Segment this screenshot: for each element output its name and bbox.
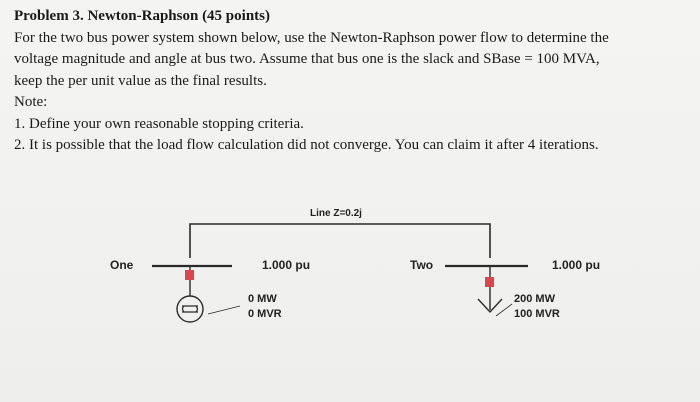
bus-two-name: Two [410, 258, 434, 272]
bus-two-p: 200 MW [514, 293, 555, 305]
note-item-1: 1. Define your own reasonable stopping criteria. [14, 115, 304, 132]
bus-one-q: 0 MVR [248, 308, 282, 320]
bus-one-voltage: 1.000 pu [262, 258, 311, 272]
problem-text-line-1: For the two bus power system shown below, use the Newton-Raphson power flow to determine the [14, 29, 609, 46]
line-impedance-label: Line Z=0.2j [310, 208, 362, 219]
problem-statement [14, 6, 690, 157]
bus-one-breaker [185, 270, 194, 280]
bus-two-pq-leader [496, 304, 512, 316]
bus-two-breaker [485, 277, 494, 287]
bus-two-voltage: 1.000 pu [552, 258, 601, 272]
bus-one-pq-leader [208, 306, 240, 314]
problem-text-line-2: voltage magnitude and angle at bus two. Assume that bus one is the slack and SBase = 100 MVA, [14, 51, 600, 67]
one-line-diagram [0, 190, 700, 402]
problem-text-line-3: keep the per unit value as the final results. [14, 72, 267, 89]
bus-one-p: 0 MW [248, 293, 277, 305]
note-label: Note: [14, 94, 48, 110]
bus-two-q: 100 MVR [514, 308, 560, 320]
generator-icon [177, 296, 203, 322]
note-item-2: 2. It is possible that the load flow calculation did not converge. You can claim it after 4 iterations. [14, 137, 599, 153]
generator-symbol [182, 306, 198, 312]
power-system-diagram [0, 190, 700, 402]
bus-one-name: One [110, 258, 134, 272]
transmission-line [190, 224, 490, 258]
problem-title: Problem 3. Newton-Raphson (45 points) [14, 8, 270, 24]
